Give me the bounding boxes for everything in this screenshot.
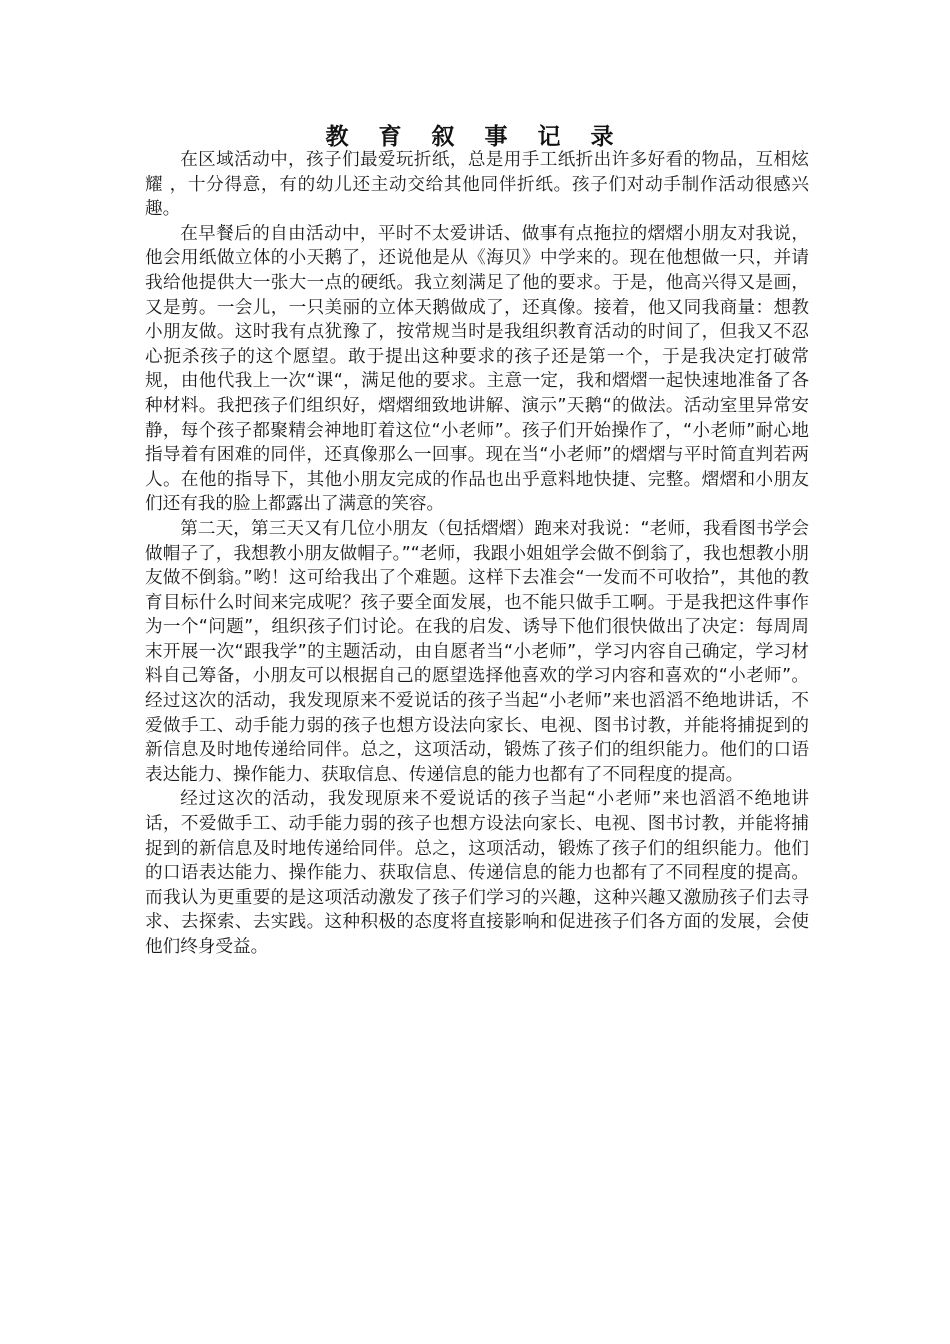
paragraph-4: 经过这次的活动，我发现原来不爱说话的孩子当起“小老师”来也滔滔不绝地讲话，不爱做手工、动手能力弱的孩子也想方设法向家长、电视、图书讨教，并能将捕捉到的新信息及时地传递给同伴。总之，这项活动，锻炼了孩子们的组织能力。他们的口语表达能力、操作能力、获取信息、传递信息的能力也都有了不同程度的提高。而我认为更重要的是这项活动激发了孩子们学习的兴趣，这种兴趣又激励孩子们去寻求、去探索、去实践。这种积极的态度将直接影响和促进孩子们各方面的发展，会使他们终身受益。 bbox=[145, 789, 809, 957]
paragraph-2: 在早餐后的自由活动中，平时不太爱讲话、做事有点拖拉的熠熠小朋友对我说，他会用纸做立体的小天鹅了，还说他是从《海贝》中学来的。现在他想做一只，并请我给他提供大一张大一点的硬纸。我立刻满足了他的要求。于是，他高兴得又是画，又是剪。一会儿，一只美丽的立体天鹅做成了，还真像。接着，他又同我商量：想教小朋友做。这时我有点犹豫了，按常规当时是我组织教育活动的时间了，但我又不忍心扼杀孩子的这个愿望。敢于提出这种要求的孩子还是第一个，于是我决定打破常规，由他代我上一次“课“，满足他的要求。主意一定，我和熠熠一起快速地准备了各种材料。我把孩子们组织好，熠熠细致地讲解、演示”天鹅“的做法。活动室里异常安静，每个孩子都聚精会神地盯着这位“小老师”。孩子们开始操作了，“小老师”耐心地指导着有困难的同伴，还真像那么一回事。现在当“小老师”的熠熠与平时简直判若两人。在他的指导下，其他小朋友完成的作品也出乎意料地快捷、完整。熠熠和小朋友们还有我的脸上都露出了满意的笑容。 bbox=[145, 223, 809, 515]
document-title: 教 育 叙 事 记 录 bbox=[325, 123, 625, 150]
paragraph-1: 在区域活动中，孩子们最爱玩折纸，总是用手工纸折出许多好看的物品，互相炫耀 ，十分得意，有的幼儿还主动交给其他同伴折纸。孩子们对动手制作活动很感兴趣。 bbox=[145, 150, 809, 220]
paragraph-3: 第二天，第三天又有几位小朋友（包括熠熠）跑来对我说：“老师，我看图书学会做帽子了，我想教小朋友做帽子。”“老师，我跟小姐姐学会做不倒翁了，我也想教小朋友做不倒翁。”哟！这可给我出了个难题。这样下去准会“一发而不可收拾”，其他的教育目标什么时间来完成呢？孩子要全面发展，也不能只做手工啊。于是我把这件事作为一个“问题”，组织孩子们讨论。在我的启发、诱导下他们很快做出了决定：每周周末开展一次“跟我学”的主题活动，由自愿者当“小老师”，学习内容自己确定，学习材料自己筹备，小朋友可以根据自己的愿望选择他喜欢的学习内容和喜欢的“小老师”。 经过这次的活动，我发现原来不爱说话的孩子当起“小老师”来也滔滔不绝地讲话，不爱做手工、动手能力弱的孩子也想方设法向家长、电视、图书讨教，并能将捕捉到的新信息及时地传递给同伴。总之，这项活动，锻炼了孩子们的组织能力。他们的口语表达能力、操作能力、获取信息、传递信息的能力也都有了不同程度的提高。 bbox=[145, 518, 809, 785]
document-body bbox=[145, 148, 809, 960]
